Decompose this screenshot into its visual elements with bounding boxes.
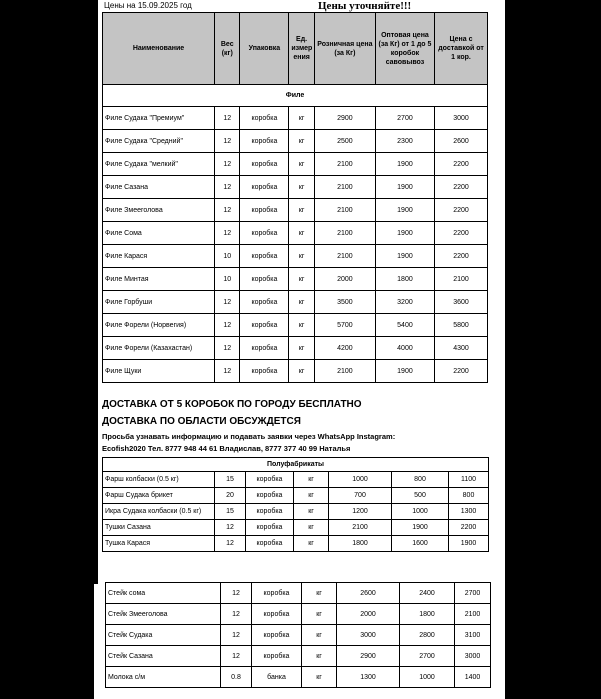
product-unit: кг (302, 646, 337, 667)
wholesale-price: 1900 (375, 199, 434, 222)
product-weight: 12 (221, 646, 252, 667)
product-weight: 12 (215, 291, 240, 314)
delivery-price: 2200 (434, 153, 487, 176)
section-title: Филе (103, 85, 488, 107)
product-name: Филе Форели (Казахастан) (103, 337, 215, 360)
table-row (106, 646, 491, 667)
retail-price: 4200 (314, 337, 375, 360)
product-pack: банка (252, 667, 302, 688)
product-pack: коробка (246, 504, 294, 520)
delivery-price: 1400 (455, 667, 491, 688)
delivery-price: 2200 (434, 199, 487, 222)
retail-price: 5700 (314, 314, 375, 337)
delivery-price: 2100 (434, 268, 487, 291)
wholesale-price: 5400 (375, 314, 434, 337)
product-unit: кг (294, 472, 329, 488)
section-row (103, 85, 488, 107)
wholesale-price: 1800 (400, 604, 455, 625)
table-row (103, 291, 488, 314)
product-weight: 12 (215, 222, 240, 245)
product-name: Стейк сома (106, 583, 221, 604)
retail-price: 2100 (329, 520, 392, 536)
wholesale-price: 1900 (375, 222, 434, 245)
product-name: Филе Сазана (103, 176, 215, 199)
product-pack: коробка (240, 199, 289, 222)
product-pack: коробка (240, 291, 289, 314)
delivery-price: 2200 (449, 520, 489, 536)
request-note: Просьба узнавать информацию и подавать заявки через WhatsApp Instagram: (102, 432, 396, 441)
wholesale-price: 2800 (400, 625, 455, 646)
product-unit: кг (289, 222, 314, 245)
product-weight: 12 (215, 337, 240, 360)
retail-price: 2600 (337, 583, 400, 604)
product-weight: 12 (221, 625, 252, 646)
delivery-price: 4300 (434, 337, 487, 360)
product-name: Тушка Карася (103, 536, 215, 552)
product-weight: 10 (215, 268, 240, 291)
product-name: Икра Судака колбаски (0.5 кг) (103, 504, 215, 520)
product-pack: коробка (252, 604, 302, 625)
product-unit: кг (289, 268, 314, 291)
col-header-name: Наименование (103, 13, 215, 85)
delivery-price: 3000 (434, 107, 487, 130)
product-pack: коробка (240, 314, 289, 337)
retail-price: 2100 (314, 199, 375, 222)
table-row (103, 176, 488, 199)
wholesale-price: 2700 (375, 107, 434, 130)
table-row (103, 536, 489, 552)
product-unit: кг (289, 199, 314, 222)
product-weight: 12 (215, 360, 240, 383)
wholesale-price: 1900 (392, 520, 449, 536)
table-row (103, 337, 488, 360)
table-row (103, 520, 489, 536)
delivery-price: 2700 (455, 583, 491, 604)
delivery-price: 5800 (434, 314, 487, 337)
table-row (103, 130, 488, 153)
wholesale-price: 3200 (375, 291, 434, 314)
table-row (103, 268, 488, 291)
product-unit: кг (289, 337, 314, 360)
product-name: Филе Судака "Средний" (103, 130, 215, 153)
delivery-price: 3000 (455, 646, 491, 667)
product-pack: коробка (246, 520, 294, 536)
product-name: Филе Щуки (103, 360, 215, 383)
retail-price: 3000 (337, 625, 400, 646)
table-row (103, 504, 489, 520)
product-weight: 12 (215, 130, 240, 153)
product-name: Филе Горбуши (103, 291, 215, 314)
product-pack: коробка (240, 222, 289, 245)
delivery-price: 2200 (434, 176, 487, 199)
delivery-price: 2100 (455, 604, 491, 625)
retail-price: 2900 (314, 107, 375, 130)
wholesale-price: 2400 (400, 583, 455, 604)
product-unit: кг (289, 245, 314, 268)
product-name: Филе Судака "мелкий" (103, 153, 215, 176)
product-unit: кг (302, 583, 337, 604)
wholesale-price: 1900 (375, 176, 434, 199)
delivery-price: 2200 (434, 245, 487, 268)
product-pack: коробка (252, 583, 302, 604)
product-name: Стейк Сазана (106, 646, 221, 667)
product-name: Филе Карася (103, 245, 215, 268)
table-row (103, 488, 489, 504)
product-unit: кг (294, 536, 329, 552)
wholesale-price: 1900 (375, 245, 434, 268)
table-row (106, 583, 491, 604)
product-unit: кг (302, 667, 337, 688)
wholesale-price: 1000 (400, 667, 455, 688)
product-pack: коробка (240, 130, 289, 153)
product-pack: коробка (240, 176, 289, 199)
retail-price: 2900 (337, 646, 400, 667)
product-unit: кг (289, 107, 314, 130)
product-name: Тушки Сазана (103, 520, 215, 536)
product-unit: кг (289, 291, 314, 314)
col-header-unit: Ед. измер ения (289, 13, 314, 85)
product-unit: кг (289, 314, 314, 337)
product-name: Фарш Судака брикет (103, 488, 215, 504)
table-row (106, 667, 491, 688)
table-row (103, 245, 488, 268)
retail-price: 2100 (314, 360, 375, 383)
section-row (103, 458, 489, 472)
delivery-price: 1900 (449, 536, 489, 552)
product-name: Фарш колбаски (0.5 кг) (103, 472, 215, 488)
product-weight: 0.8 (221, 667, 252, 688)
product-unit: кг (289, 176, 314, 199)
col-header-weight: Вес (кг) (215, 13, 240, 85)
retail-price: 700 (329, 488, 392, 504)
product-pack: коробка (240, 268, 289, 291)
retail-price: 2500 (314, 130, 375, 153)
table-row (106, 604, 491, 625)
retail-price: 2100 (314, 222, 375, 245)
table-row (103, 153, 488, 176)
delivery-price: 3600 (434, 291, 487, 314)
wholesale-price: 500 (392, 488, 449, 504)
product-weight: 15 (215, 472, 246, 488)
delivery-price: 3100 (455, 625, 491, 646)
product-name: Филе Форели (Норвегия) (103, 314, 215, 337)
product-unit: кг (302, 604, 337, 625)
col-header-delivery: Цена с доставкой от 1 кор. (434, 13, 487, 85)
product-name: Молока с/м (106, 667, 221, 688)
product-pack: коробка (246, 536, 294, 552)
date-line: Цены на 15.09.2025 год (104, 1, 192, 10)
wholesale-price: 1600 (392, 536, 449, 552)
product-unit: кг (294, 520, 329, 536)
product-pack: коробка (240, 153, 289, 176)
delivery-price: 2200 (434, 360, 487, 383)
table-row (103, 360, 488, 383)
wholesale-price: 1000 (392, 504, 449, 520)
price-warning: Цены уточняйте!!! (318, 0, 412, 12)
table-row (103, 107, 488, 130)
table-row (103, 222, 488, 245)
product-pack: коробка (252, 646, 302, 667)
product-weight: 10 (215, 245, 240, 268)
delivery-price: 2600 (434, 130, 487, 153)
product-weight: 12 (215, 536, 246, 552)
wholesale-price: 2700 (400, 646, 455, 667)
delivery-price: 800 (449, 488, 489, 504)
product-name: Филе Судака "Премиум" (103, 107, 215, 130)
wholesale-price: 2300 (375, 130, 434, 153)
table-row (106, 625, 491, 646)
retail-price: 2000 (314, 268, 375, 291)
wholesale-price: 1900 (375, 153, 434, 176)
product-weight: 12 (215, 520, 246, 536)
product-name: Стейк Змееголова (106, 604, 221, 625)
product-weight: 15 (215, 504, 246, 520)
product-unit: кг (302, 625, 337, 646)
product-unit: кг (294, 504, 329, 520)
retail-price: 1800 (329, 536, 392, 552)
retail-price: 1200 (329, 504, 392, 520)
product-name: Филе Змееголова (103, 199, 215, 222)
table-row (103, 472, 489, 488)
delivery-region-note: ДОСТАВКА ПО ОБЛАСТИ ОБСУЖДЕТСЯ (102, 416, 301, 427)
product-unit: кг (294, 488, 329, 504)
semi-finished-price-table (102, 457, 489, 552)
product-pack: коробка (240, 360, 289, 383)
delivery-city-note: ДОСТАВКА ОТ 5 КОРОБОК ПО ГОРОДУ БЕСПЛАТНО (102, 399, 362, 410)
product-weight: 12 (215, 153, 240, 176)
delivery-price: 1100 (449, 472, 489, 488)
product-pack: коробка (252, 625, 302, 646)
product-unit: кг (289, 130, 314, 153)
product-weight: 12 (221, 583, 252, 604)
delivery-price: 2200 (434, 222, 487, 245)
table-row (103, 314, 488, 337)
col-header-pack: Упаковка (240, 13, 289, 85)
table-header-row (103, 13, 488, 85)
product-pack: коробка (246, 472, 294, 488)
retail-price: 1300 (337, 667, 400, 688)
product-pack: коробка (240, 107, 289, 130)
retail-price: 2100 (314, 153, 375, 176)
product-name: Филе Минтая (103, 268, 215, 291)
delivery-price: 1300 (449, 504, 489, 520)
retail-price: 1000 (329, 472, 392, 488)
retail-price: 2100 (314, 176, 375, 199)
product-name: Филе Сома (103, 222, 215, 245)
contacts-note: Ecofish2020 Тел. 8777 948 44 61 Владислав, 8777 377 40 99 Наталья (102, 444, 351, 453)
col-header-retail: Розничная цена (за Кг) (314, 13, 375, 85)
wholesale-price: 1900 (375, 360, 434, 383)
section-title: Полуфабрикаты (103, 458, 489, 472)
product-unit: кг (289, 153, 314, 176)
retail-price: 2000 (337, 604, 400, 625)
product-pack: коробка (246, 488, 294, 504)
product-weight: 12 (221, 604, 252, 625)
product-weight: 20 (215, 488, 246, 504)
product-unit: кг (289, 360, 314, 383)
product-pack: коробка (240, 245, 289, 268)
col-header-wholesale: Оптовая цена (за Кг) от 1 до 5 коробок савовывоз (375, 13, 434, 85)
product-weight: 12 (215, 107, 240, 130)
wholesale-price: 1800 (375, 268, 434, 291)
product-weight: 12 (215, 314, 240, 337)
table-row (103, 199, 488, 222)
product-weight: 12 (215, 176, 240, 199)
product-pack: коробка (240, 337, 289, 360)
retail-price: 3500 (314, 291, 375, 314)
product-name: Стейк Судака (106, 625, 221, 646)
wholesale-price: 800 (392, 472, 449, 488)
steaks-price-table (105, 582, 491, 688)
wholesale-price: 4000 (375, 337, 434, 360)
retail-price: 2100 (314, 245, 375, 268)
fillet-price-table (102, 12, 488, 383)
product-weight: 12 (215, 199, 240, 222)
